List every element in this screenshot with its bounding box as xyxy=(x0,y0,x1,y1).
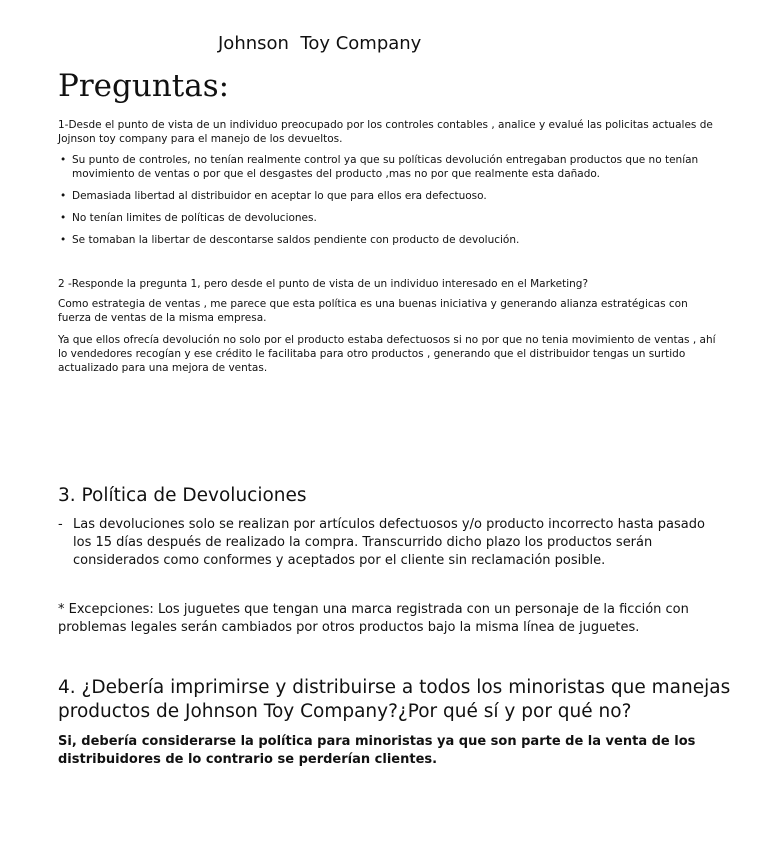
bullet-icon: • xyxy=(60,212,67,224)
exceptions-note: * Excepciones: Los juguetes que tengan una marca registrada con un personaje de la ficción con problemas legales serán cambiados por otros productos bajo la misma línea de juguetes. xyxy=(58,602,689,635)
bullet-icon: • xyxy=(60,154,67,166)
list-item xyxy=(58,189,708,203)
company-title: Johnson Toy Company xyxy=(218,33,422,54)
section-3-item xyxy=(58,516,723,570)
section-4-answer: Si, debería considerarse la política para minoristas ya que son parte de la venta de los distribuidores de lo contrario se perderían clientes. xyxy=(58,734,696,767)
answer-2-paragraph-1: Como estrategia de ventas , me parece que esta política es una buenas iniciativa y generando alianza estratégicas con fuerza de ventas de la misma empresa. xyxy=(58,298,688,324)
bullet-text: Se tomaban la libertar de descontarse saldos pendiente con producto de devolución. xyxy=(72,234,520,246)
dash-marker: - xyxy=(58,517,63,532)
section-3-heading: 3. Política de Devoluciones xyxy=(58,485,307,506)
answer-2-paragraph-2: Ya que ellos ofrecía devolución no solo por el producto estaba defectuosos si no por que no tenia movimiento de ventas , ahí lo vendedores recogían y ese crédito le facilitaba para otro productos , generando que el distribuidor tengas un surtido actualizado para una mejora de ventas. xyxy=(58,334,716,374)
section-3-text: Las devoluciones solo se realizan por artículos defectuosos y/o producto incorrecto hasta pasado los 15 días después de realizado la compra. Transcurrido dicho plazo los productos serán considerados como conformes y aceptados por el cliente sin reclamación posible. xyxy=(73,517,705,568)
list-item xyxy=(58,153,708,181)
list-item xyxy=(58,211,708,225)
bullet-text: Su punto de controles, no tenían realmente control ya que su políticas devolución entregaban productos que no tenían movimiento de ventas o por que el desgastes del producto ,mas no por que realmente esta dañado. xyxy=(72,154,699,180)
bullet-icon: • xyxy=(60,190,67,202)
answer-1-bullet-list xyxy=(58,153,708,255)
bullet-text: Demasiada libertad al distribuidor en aceptar lo que para ellos era defectuoso. xyxy=(72,190,487,202)
main-heading: Preguntas: xyxy=(58,68,230,104)
section-4-heading: 4. ¿Debería imprimirse y distribuirse a todos los minoristas que manejas productos de Johnson Toy Company?¿Por qué sí y por qué no? xyxy=(58,677,731,722)
bullet-icon: • xyxy=(60,234,67,246)
bullet-text: No tenían limites de políticas de devoluciones. xyxy=(72,212,317,224)
question-1: 1-Desde el punto de vista de un individuo preocupado por los controles contables , analice y evalué las policitas actuales de Jojnson toy company para el manejo de los devueltos. xyxy=(58,119,713,145)
list-item xyxy=(58,233,708,247)
question-2: 2 -Responde la pregunta 1, pero desde el punto de vista de un individuo interesado en el Marketing? xyxy=(58,278,589,290)
